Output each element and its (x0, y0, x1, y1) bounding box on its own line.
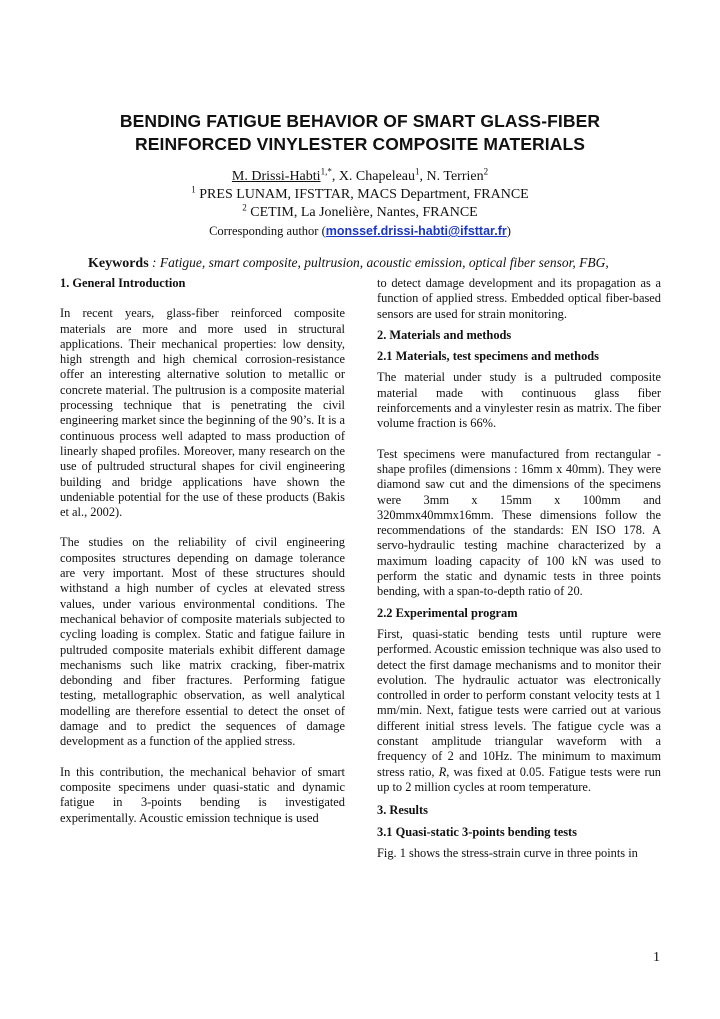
experimental-text-part-1: First, quasi-static bending tests until rupture were performed. Acoustic emission technique was also used to detect the first damage mechanisms and to monitor their evolution. The hydraulic actuator was electronically controlled in order to perform constant velocity tests at 1 mm/min. Next, fatigue tests were carried out at various different initial stress levels. The fatigue cycle was a constant amplitude triangular waveform with a frequency of 2 and 10Hz. The minimum to maximum stress ratio, (377, 626, 661, 779)
author-list (60, 168, 660, 186)
paper-title (60, 110, 660, 156)
author-3-affiliation: 2 (483, 166, 489, 177)
author-1: M. Drissi-Habti (231, 169, 321, 184)
author-2-affiliation: 1 (415, 166, 420, 177)
section-heading-materials-methods: 2. Materials and methods (377, 327, 512, 342)
results-paragraph: Fig. 1 shows the stress-strain curve in three points in (377, 845, 638, 860)
experimental-text-part-2: , was fixed at 0.05. Fatigue tests were run up to 2 million cycles at room temperature. (377, 764, 661, 794)
keywords-label: Keywords (88, 256, 149, 271)
subsection-heading-quasi-static: 3.1 Quasi-static 3-points bending tests (377, 824, 577, 839)
title-line-2: REINFORCED VINYLESTER COMPOSITE MATERIALS (134, 134, 586, 154)
intro-paragraph-3-continued: to detect damage development and its propagation as a function of applied stress. Embedded optical fiber-based sensors are used for strain monitoring. (377, 276, 661, 321)
section-heading-results: 3. Results (377, 803, 428, 818)
affiliation-2-marker: 2 (242, 202, 247, 213)
intro-paragraph-1: In recent years, glass-fiber reinforced composite materials are more and more used in structural applications. Their mechanical properties: low density, high strength and high chemical corrosion-resistance offer an interesting alternative solution to metallic or concrete material. The pultrusion is a composite material processing technique that is penetrating the civil engineering market since the beginning of the 90’s. It is a continuous process well adapted to mass production of linearly shaped profiles. Moreover, many research on the use of pultruded structural shapes for civil engineering building and bridge applications have shown the undeniable potential for the use of these products (Bakis et al., 2002). (60, 306, 345, 520)
affiliation-1-text: PRES LUNAM, IFSTTAR, MACS Department, FRANCE (195, 187, 529, 202)
author-email-link[interactable]: monssef.drissi-habti@ifsttar.fr (325, 224, 507, 238)
materials-paragraph-1: The material under study is a pultruded composite material made with continuous glass fiber reinforcements and a vinylester resin as matrix. The fiber volume fraction is 66%. (377, 370, 661, 431)
page-number: 1 (653, 950, 660, 965)
right-column (377, 276, 661, 861)
subsection-heading-materials: 2.1 Materials, test specimens and methods (377, 349, 599, 364)
intro-paragraph-3: In this contribution, the mechanical behavior of smart composite specimens under quasi-static and dynamic fatigue in 3-points bending is investigated experimentally. Acoustic emission technique is used (60, 764, 345, 825)
author-block (60, 168, 660, 240)
materials-paragraph-2: Test specimens were manufactured from rectangular - shape profiles (dimensions : 16mm x 40mm). They were diamond saw cut and the dimensions of the specimens were 3mm x 15mm x 100mm and 320mmx40mmx16mm. These dimensions follow the recommendations of the standards: EN ISO 178. A servo-hydraulic testing machine characterized by a maximum loading capacity of 100 kN was used to perform the static and dynamic tests in three points bending, with a span-to-depth ratio of 20. (377, 446, 661, 599)
author-2: , X. Chapeleau (331, 169, 416, 184)
title-line-1: BENDING FATIGUE BEHAVIOR OF SMART GLASS-FIBER (119, 111, 601, 131)
experimental-program-paragraph (377, 627, 661, 795)
affiliation-1 (60, 186, 660, 204)
corresponding-suffix: ) (506, 224, 511, 238)
left-column (60, 276, 345, 826)
affiliation-2 (60, 204, 660, 222)
affiliation-2-text: CETIM, La Jonelière, Nantes, FRANCE (246, 205, 478, 220)
section-heading-introduction: 1. General Introduction (60, 276, 186, 290)
stress-ratio-symbol: R (438, 764, 447, 779)
keywords-text: : Fatigue, smart composite, pultrusion, acoustic emission, optical fiber sensor, FBG, (148, 255, 609, 270)
corresponding-author (60, 222, 660, 240)
affiliation-1-marker: 1 (191, 184, 196, 195)
author-1-affiliation: 1,* (320, 166, 332, 177)
subsection-heading-experimental-program: 2.2 Experimental program (377, 605, 518, 620)
keywords-line (88, 255, 609, 272)
intro-paragraph-2: The studies on the reliability of civil engineering composites structures depending on damage tolerance are very important. Most of these structures should withstand a high number of cycles at elevated stress values, under various environmental conditions. The mechanical behavior of composite materials subjected to cycling loading is complex. Static and fatigue failure in pultruded composite materials exhibit different damage mechanisms such like matrix cracking, fiber-matrix debonding and fiber fractures. Performing fatigue testing, metallographic observation, as well analytical modelling are therefore essential to detect the onset of damage and to predict the sequences of damage development as a function of the applied stress. (60, 535, 345, 749)
author-3: , N. Terrien (419, 169, 484, 184)
corresponding-prefix: Corresponding author ( (209, 224, 326, 238)
